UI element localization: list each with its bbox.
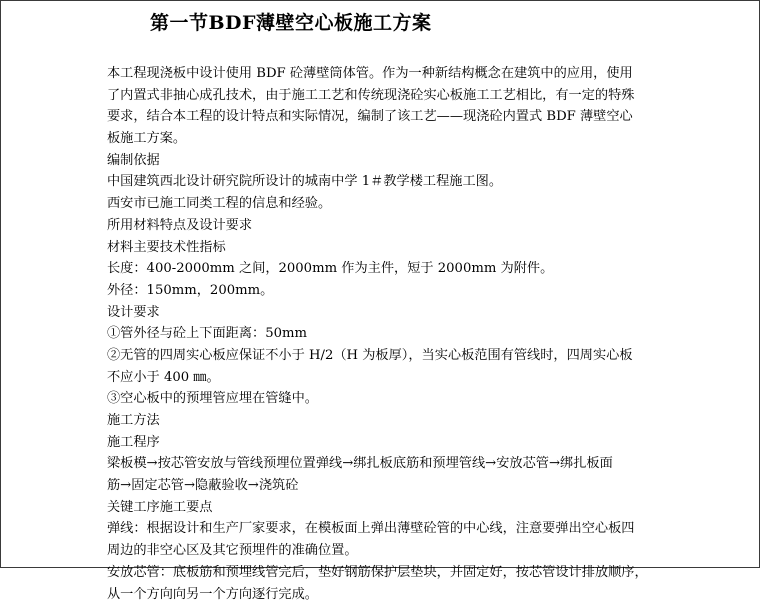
- body-line: 西安市已施工同类工程的信息和经验。: [107, 193, 657, 215]
- body-line: 不应小于 400 ㎜。: [107, 367, 657, 389]
- body-line: 要求，结合本工程的设计特点和实际情况，编制了该工艺——现浇砼内置式 BDF 薄壁空心: [107, 106, 657, 128]
- section-heading: 设计要求: [107, 302, 657, 324]
- document-title: 第一节BDF薄壁空心板施工方案: [150, 11, 432, 35]
- document-body: [107, 63, 657, 605]
- body-line: 安放芯管：底板筋和预埋线管完后，垫好钢筋保护层垫块，并固定好，按芯管设计排放顺序，: [107, 562, 657, 584]
- body-line: ②无管的四周实心板应保证不小于 H/2（H 为板厚），当实心板范围有管线时，四周实心板: [107, 345, 657, 367]
- body-line: ③空心板中的预埋管应埋在管缝中。: [107, 388, 657, 410]
- section-heading: 所用材料特点及设计要求: [107, 215, 657, 237]
- section-heading: 关键工序施工要点: [107, 497, 657, 519]
- section-heading: 材料主要技术性指标: [107, 237, 657, 259]
- section-heading: 编制依据: [107, 150, 657, 172]
- body-line: 筋→固定芯管→隐蔽验收→浇筑砼: [107, 475, 657, 497]
- body-line: 弹线：根据设计和生产厂家要求，在模板面上弹出薄壁砼管的中心线，注意要弹出空心板四: [107, 518, 657, 540]
- body-line: 了内置式非抽心成孔技术，由于施工工艺和传统现浇砼实心板施工工艺相比，有一定的特殊: [107, 85, 657, 107]
- section-heading: 施工方法: [107, 410, 657, 432]
- body-line: ①管外径与砼上下面距离：50mm: [107, 323, 657, 345]
- body-line: 外径：150mm，200mm。: [107, 280, 657, 302]
- body-line: 从一个方向向另一个方向逐行完成。: [107, 584, 657, 605]
- body-line: 中国建筑西北设计研究院所设计的城南中学 1＃教学楼工程施工图。: [107, 171, 657, 193]
- section-heading: 施工程序: [107, 432, 657, 454]
- body-line: 板施工方案。: [107, 128, 657, 150]
- body-line: 长度：400-2000mm 之间，2000mm 作为主件，短于 2000mm 为附件。: [107, 258, 657, 280]
- body-line: 梁板模→按芯管安放与管线预埋位置弹线→绑扎板底筋和预埋管线→安放芯管→绑扎板面: [107, 453, 657, 475]
- body-line: 周边的非空心区及其它预埋件的准确位置。: [107, 540, 657, 562]
- body-line: 本工程现浇板中设计使用 BDF 砼薄壁筒体管。作为一种新结构概念在建筑中的应用，使用: [107, 63, 657, 85]
